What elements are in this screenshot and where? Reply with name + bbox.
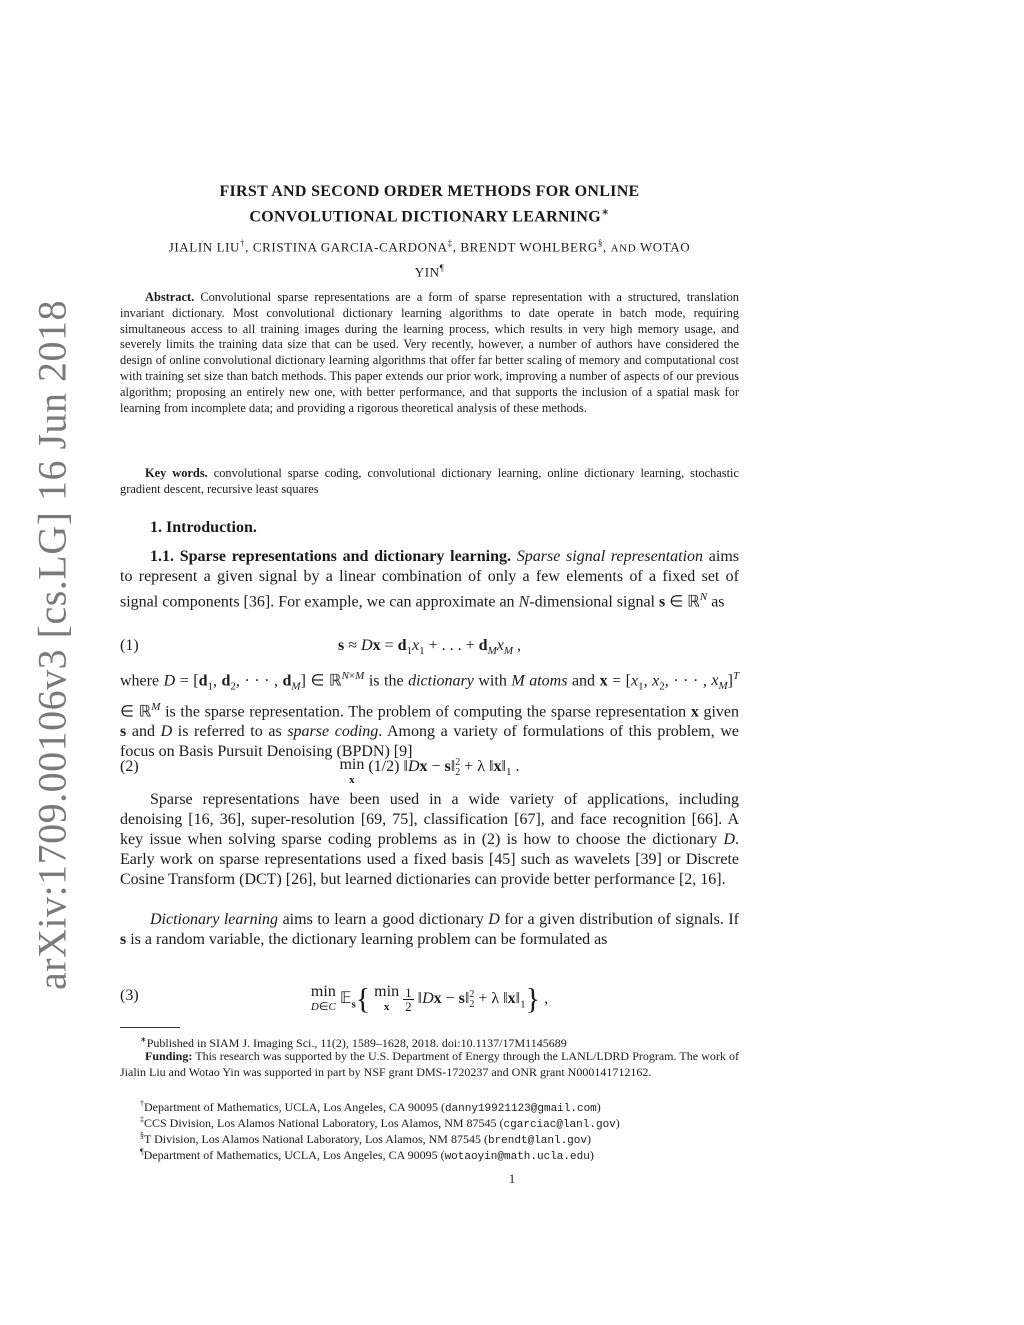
intro-paragraph-3: Sparse representations have been used in a wide variety of applications, including denoising [16, 36], super-resolution [69, 75], classification [67], and face recognition [66]. A key issue when solving sparse coding problems as in (2) is how to choose the dictionary D. Early work on sparse representations used a fixed basis [45] such as wavelets [39] or Discrete Cosine Transform (DCT) [26], but learned dictionaries can provide better performance [2, 16]. (120, 791, 740, 888)
email-link[interactable]: brendt@lanl.gov (487, 1135, 587, 1147)
author-3: BRENDT WOHLBERG (460, 239, 598, 255)
equation-3-math: min D∈C 𝔼$_s${ min x 1 2 ‖Dx − s‖2 2 + λ $‖x‖_1$} , (310, 982, 549, 1016)
citation[interactable]: 26 (291, 871, 308, 888)
citation[interactable]: 66 (696, 811, 713, 828)
email-link[interactable]: wotaoyin@math.ucla.edu (444, 1151, 590, 1163)
keywords-label: Key words. (145, 466, 208, 480)
page-number: 1 (508, 1171, 516, 1186)
intro-paragraph-1: 1.1. Sparse representations and dictionary learning. Sparse signal representation aims to represent a given signal by a linear combination of only a few elements of a fixed set of signal components [36]. For example, we can approximate an N-dimensional signal s ∈ ℝ$^N$ as (120, 548, 740, 611)
citation[interactable]: 36 (248, 593, 265, 611)
email-link[interactable]: danny19921123@gmail.com (444, 1103, 597, 1115)
author-1: JIALIN LIU (168, 239, 241, 255)
abstract-label: Abstract. (145, 290, 195, 304)
footnote-rule (120, 1027, 180, 1028)
paper-page: arXiv:1709.00106v3 [cs.LG] 16 Jun 2018 FIRST AND SECOND ORDER METHODS FOR ONLINE CONVOLUTIONAL DICTIONARY LEARNING∗ JIALIN LIU†, CRISTINA GARCIA-CARDONA‡, BRENDT WOHLBERG§, AND WOTAO YIN¶ Abstract. Convolutional sparse representations are a form of sparse representation with a structured, translation invariant dictionary. Most convolutional dictionary learning algorithms to date operate in batch mode, requiring simultaneous access to all training images during the learning process, which results in very high memory usage, and severely limits the training data size that can be used. Very recently, however, a number of authors have considered the design of online convolutional dictionary learning algorithms that offer far better scaling of memory and computational cost with training set size than batch methods. This paper extends our prior work, improving a number of aspects of our previous algorithm; proposing an entirely new one, with better performance, and that supports the inclusion of a spatial mask for learning from incomplete data; and providing a rigorous theoretical analysis of these methods. Key words. convolutional sparse coding, convolutional dictionary learning, online dictionary learning, stochastic gradient descent, recursive least squares 1. Introduction. 1.1. Sparse representations and dictionary learning. Sparse signal representation aims to represent a given signal by a linear combination of only a few elements of a fixed set of signal components [36]. For example, we can approximate an N-dimensional signal s ∈ ℝ$^N$ as (1) $s \approx Dx = d_1x_1$ + . . . + $d_Mx_M$ , where $D = [d_1$, $d_2$, · · · , $d_M$] ∈ ℝ$^{N\times M}$ is the dictionary with M atoms and $x = [x_1$, $x_2$, · · · , $x_M]^T$ ∈ ℝ$^M$ is the sparse representation. The problem of computing the sparse representation x given s and D is referred to as sparse coding. Among a variety of formulations of this problem, we focus on Basis Pursuit Denoising (BPDN) [9] (2) min x (1/2) ‖Dx − s‖2 2 + λ $‖x‖_1$ . Sparse representations have been used in a wide variety of applications, including denoising [16, 36], super-resolution [69, 75], classification [67], and face recognition [66]. A key issue when solving sparse coding problems as in (2) is how to choose the dictionary D. Early work on sparse representations used a fixed basis [45] such as wavelets [39] or Discrete Cosine Transform (DCT) [26], but learned dictionaries can provide better performance [2, 16]. Dictionary learning aims to learn a good dictionary D for a given distribution of signals. If s is a random variable, the dictionary learning problem can be formulated as (3) min D∈C 𝔼$_s${ min x 1 2 ‖Dx − s‖2 2 + λ $‖x‖_1$} , ∗Published in SIAM J. Imaging Sci., 11(2), 1589–1628, 2018. doi:10.1137/17M1145689 Funding: This research was supported by the U.S. Department of Energy through the LANL/LDRD Program. The work of Jialin Liu and Wotao Yin was supported in part by NSF grant DMS-1720237 and ONR grant N000141712162. †Department of Mathematics, UCLA, Los Angeles, CA 90095 (danny19921123@gmail.com) ‡CCS Division, Los Alamos National Laboratory, Los Alamos, NM 87545 (cgarciac@lanl.gov) §T Division, Los Alamos National Laboratory, Los Alamos, NM 87545 (brendt@lanl.gov) ¶Department of Mathematics, UCLA, Los Angeles, CA 90095 (wotaoyin@math.ucla.edu) 1 (0, 0, 1024, 1325)
arxiv-id: arXiv:1709.00106v3 [cs.LG] 16 Jun 2018 (29, 299, 75, 991)
footnote-author-4: ¶Department of Mathematics, UCLA, Los Angeles, CA 90095 (wotaoyin@math.ucla.edu) (140, 1147, 594, 1163)
equation-ref[interactable]: 2 (487, 831, 496, 848)
citation[interactable]: 69 (366, 811, 383, 828)
title-footnote-mark: ∗ (600, 207, 610, 218)
citation[interactable]: 75 (392, 811, 409, 828)
footnote-author-1: †Department of Mathematics, UCLA, Los Angeles, CA 90095 (danny19921123@gmail.com) (140, 1099, 601, 1115)
intro-paragraph-2: where $D = [d_1$, $d_2$, · · · , $d_M$] ∈ ℝ$^{N\times M}$ is the dictionary with M atoms and $x = [x_1$, $x_2$, · · · , $x_M]^T$ ∈ ℝ$^M$ is the sparse representation. The problem of computing the sparse representation x given s and D is referred to as sparse coding. Among a variety of formulations of this problem, we focus on Basis Pursuit Denoising (BPDN) [9] (120, 670, 740, 760)
footnote-author-3: §T Division, Los Alamos National Laboratory, Los Alamos, NM 87545 (brendt@lanl.gov) (140, 1131, 591, 1147)
abstract (120, 290, 739, 416)
citation[interactable]: 67 (519, 811, 536, 828)
equation-1-math: $s \approx Dx = d_1x_1$ + . . . + $d_Mx_M$ , (337, 637, 522, 658)
keywords-text: convolutional sparse coding, convolutional dictionary learning, online dictionary learning, stochastic gradient descent, recursive least squares (120, 466, 739, 496)
citation[interactable]: 2 (684, 871, 693, 888)
citation[interactable]: 39 (640, 851, 657, 868)
footnote-author-2: ‡CCS Division, Los Alamos National Laboratory, Los Alamos, NM 87545 (cgarciac@lanl.gov) (140, 1115, 620, 1131)
keywords (120, 466, 739, 498)
author-list: JIALIN LIU†, CRISTINA GARCIA-CARDONA‡, BRENDT WOHLBERG§, AND WOTAO YIN¶ (168, 238, 691, 280)
citation[interactable]: 45 (494, 851, 511, 868)
citation[interactable]: 16 (193, 811, 210, 828)
citation[interactable]: 16 (700, 871, 717, 888)
section-heading: 1. Introduction. (150, 519, 257, 536)
footnote-funding: Funding: This research was supported by the U.S. Department of Energy through the LANL/LDRD Program. The work of Jialin Liu and Wotao Yin was supported in part by NSF grant DMS-1720237 and ONR grant N000141712162. (120, 1049, 739, 1079)
title-line-2: CONVOLUTIONAL DICTIONARY LEARNING∗ (249, 207, 610, 226)
paper-title (120, 181, 739, 227)
intro-paragraph-4: Dictionary learning aims to learn a good dictionary D for a given distribution of signals. If s is a random variable, the dictionary learning problem can be formulated as (120, 911, 739, 948)
equation-2-math: min x (1/2) ‖Dx − s‖2 2 + λ $‖x‖_1$ . (339, 756, 520, 786)
subsection-heading: 1.1. Sparse representations and dictionary learning. (150, 548, 512, 565)
title-line-1: FIRST AND SECOND ORDER METHODS FOR ONLINE (219, 183, 640, 200)
abstract-text: Convolutional sparse representations are a form of sparse representation with a structured, translation invariant dictionary. Most convolutional dictionary learning algorithms to date operate in batch mode, requiring simultaneous access to all training images during the learning process, which results in very high memory usage, and severely limits the training data size that can be used. Very recently, however, a number of authors have considered the design of online convolutional dictionary learning algorithms that offer far better scaling of memory and computational cost with training set size than batch methods. This paper extends our prior work, improving a number of aspects of our previous algorithm; proposing an entirely new one, with better performance, and that supports the inclusion of a spatial mask for learning from incomplete data; and providing a rigorous theoretical analysis of these methods. (120, 290, 739, 415)
author-4: WOTAO (639, 239, 691, 255)
footnote-published: ∗Published in SIAM J. Imaging Sci., 11(2), 1589–1628, 2018. doi:10.1137/17M1145689 (140, 1035, 567, 1050)
citation[interactable]: 36 (219, 811, 236, 828)
author-2: CRISTINA GARCIA-CARDONA (252, 239, 448, 255)
email-link[interactable]: cgarciac@lanl.gov (503, 1119, 616, 1131)
citation[interactable]: 9 (399, 742, 408, 760)
